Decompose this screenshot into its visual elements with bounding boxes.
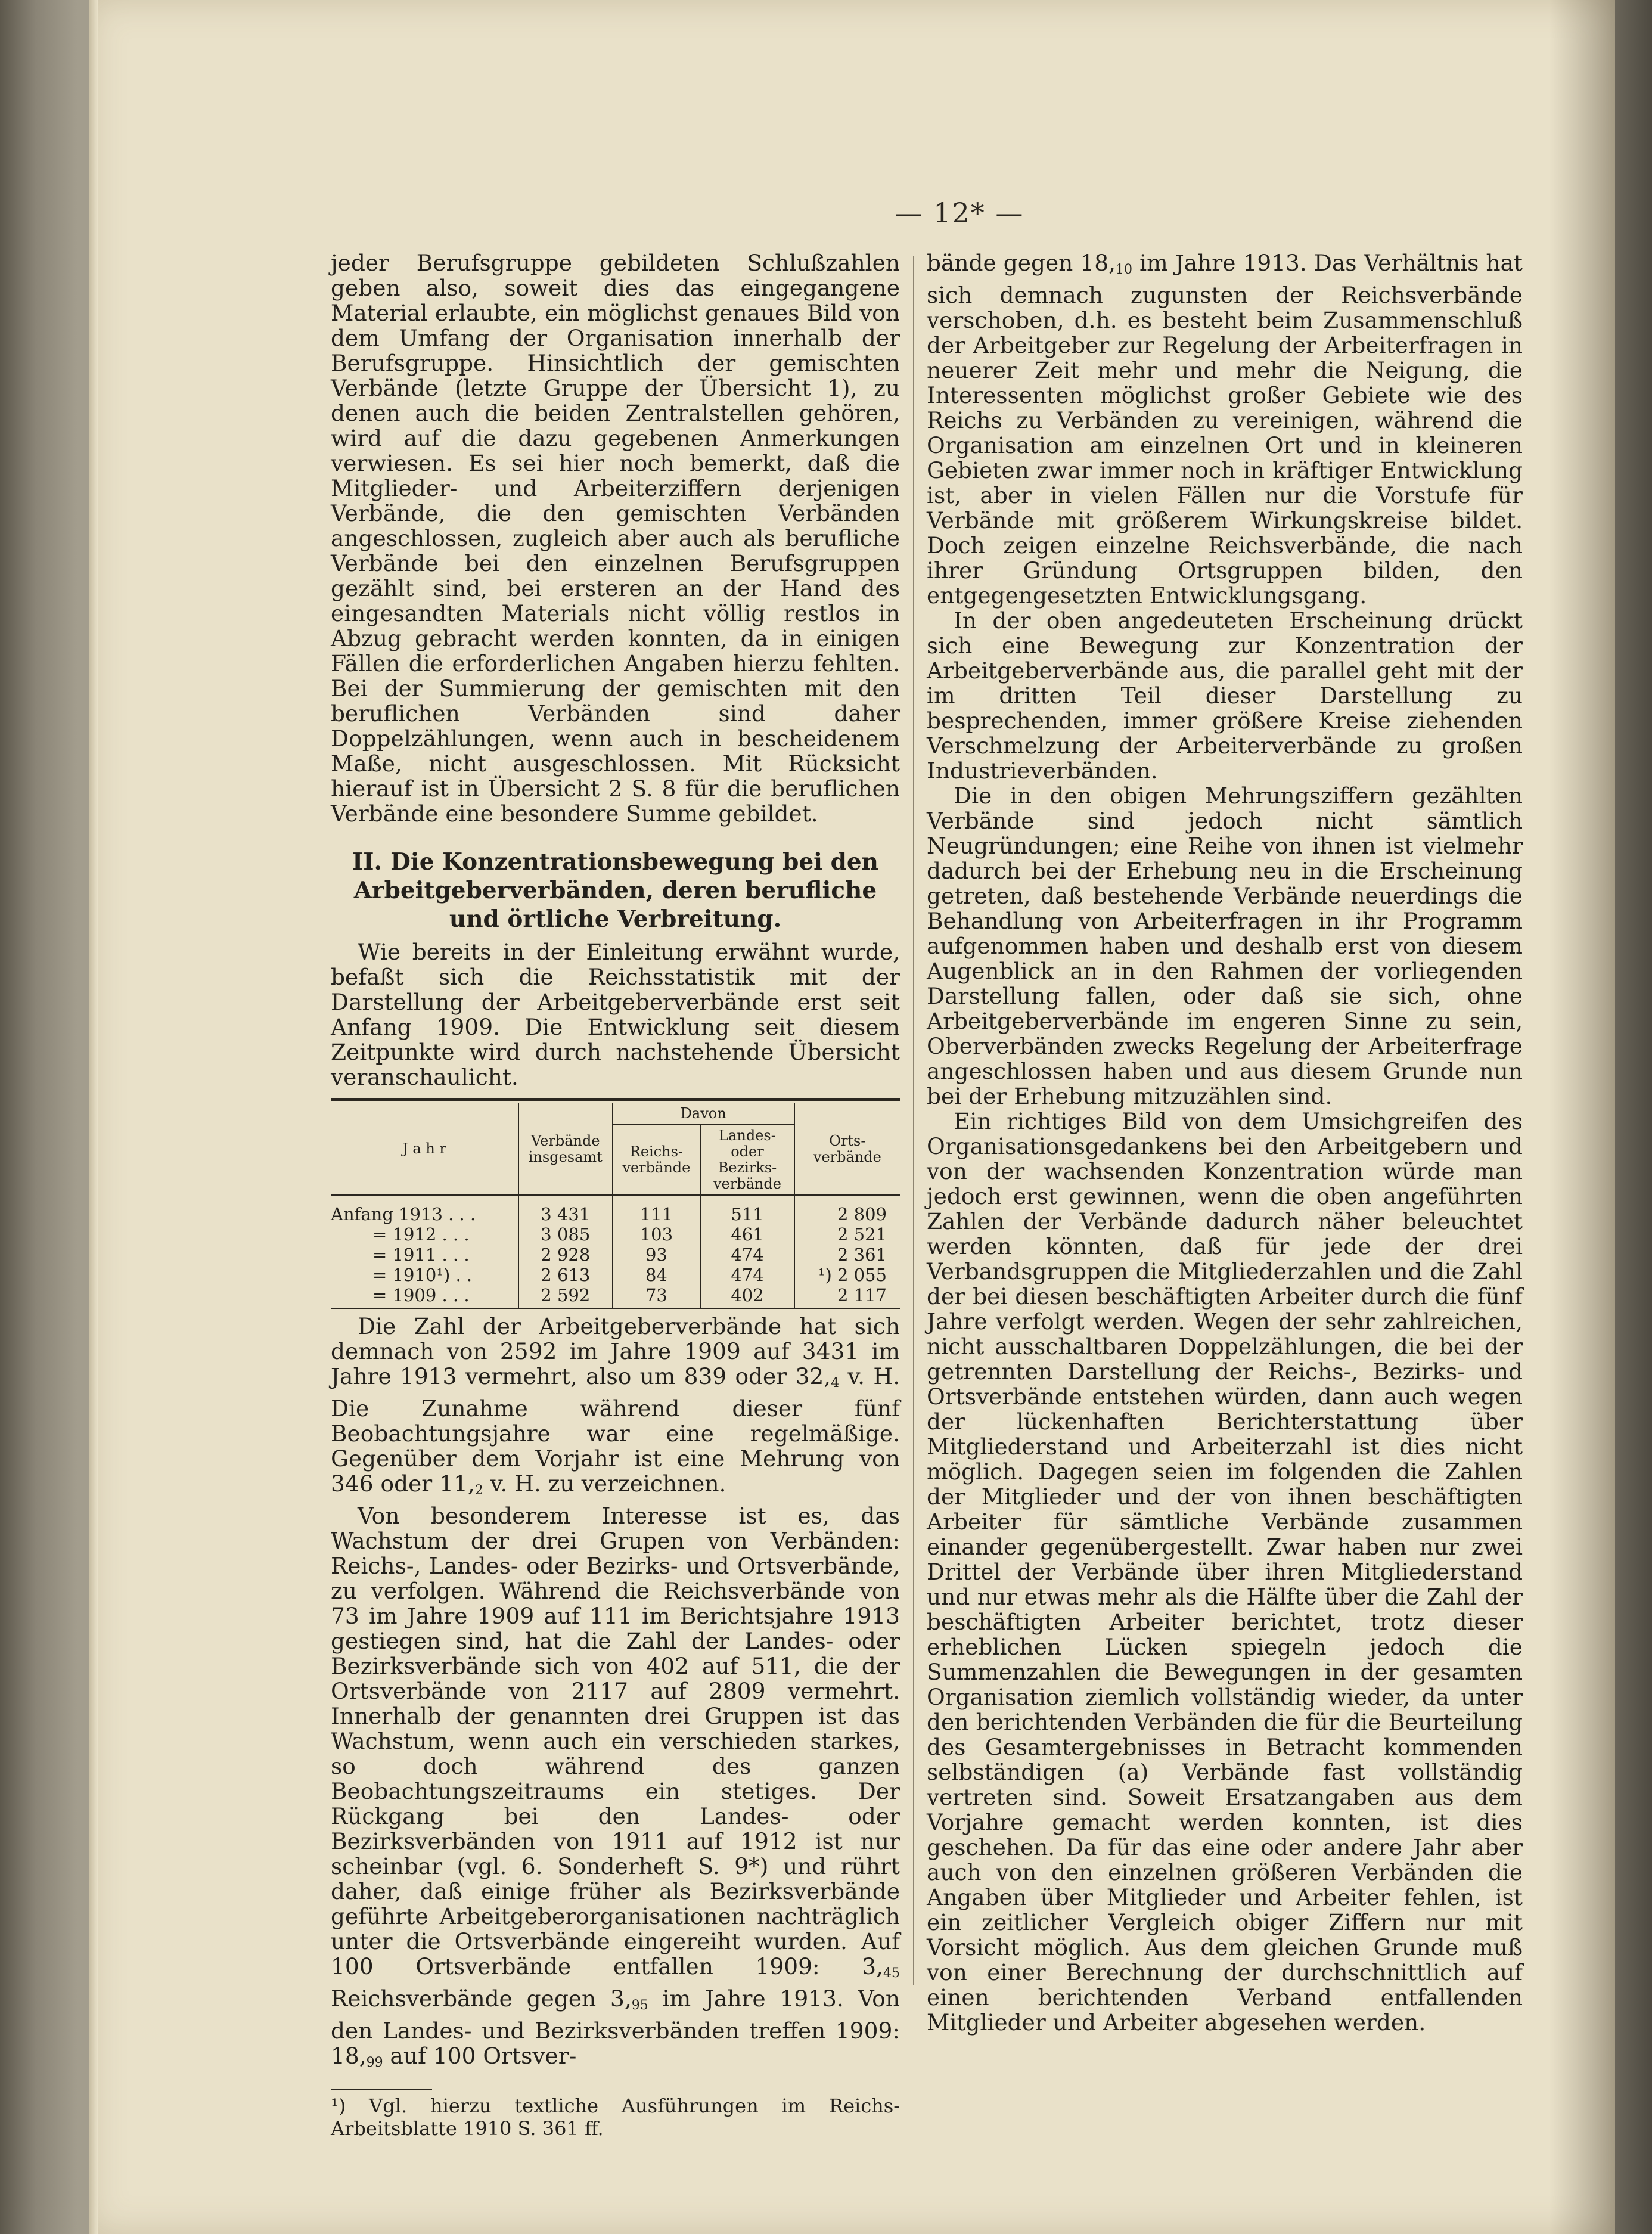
decimal-subscript: 99	[366, 2055, 383, 2070]
header-landes: Landes- oder Bezirks- verbände	[700, 1125, 794, 1195]
paragraph-zahl-arbeitgeberverbaende	[331, 1314, 900, 1503]
text-run: Die Zahl der Arbeitgeberverbände hat sich demnach von 2592 im Jahre 1909 auf 3431 im Jahre 1913 vermehrt, also um 839 oder 32,	[331, 1313, 900, 1389]
decimal-subscript: 2	[474, 1483, 483, 1498]
text-run: im Jahre 1913. Von den Landes- und Bezirksverbänden treffen 1909: 18,	[331, 1985, 900, 2069]
cell-landes: 511	[700, 1195, 794, 1224]
header-reichs: Reichs- verbände	[613, 1125, 701, 1195]
paragraph-mitglieder-summen: jeder Berufsgruppe gebildeten Schlußzahlen geben also, soweit dies das eingegangene Material erlaubte, ein möglichst genaues Bild von dem Umfang der Organisation innerhalb der Berufsgruppe. Hinsichtlich der gemischten Verbände (letzte Gruppe der Übersicht 1), zu denen auch die beiden Zentralstellen gehören, wird auf die dazu gegebenen Anmerkungen verwiesen. Es sei hier noch bemerkt, daß die Mitglieder- und Arbeiterziffern derjenigen Verbände, die den gemischten Verbänden angeschlossen, zugleich aber auch als berufliche Verbände bei den einzelnen Berufsgruppen gezählt sind, bei ersteren an der Hand des eingesandten Materials nicht völlig restlos in Abzug gebracht werden konnten, da in einigen Fällen die erforderlichen Angaben hierzu fehlten. Bei der Summierung der gemischten mit den beruflichen Verbänden sind daher Doppelzählungen, wenn auch in bescheidenem Maße, nicht ausgeschlossen. Mit Rücksicht hierauf ist in Übersicht 2 S. 8 für die beruflichen Verbände eine besondere Summe gebildet.	[331, 250, 900, 827]
cell-orts: 2 521	[794, 1224, 900, 1245]
header-insgesamt: Verbände insgesamt	[518, 1103, 613, 1195]
header-orts: Orts- verbände	[794, 1103, 900, 1195]
left-column	[331, 250, 900, 2140]
paragraph-wachstum-gruppen	[331, 1503, 900, 2075]
column-divider	[913, 256, 914, 1985]
cell-landes: 474	[700, 1265, 794, 1285]
page-number: — 12* —	[895, 197, 1024, 229]
table-row	[331, 1224, 900, 1245]
paragraph-organisationsgedanke: Ein richtiges Bild von dem Umsichgreifen des Organisationsgedankens bei den Arbeitgebern und von der wachsenden Konzentration würde man jedoch erst gewinnen, wenn die oben angeführten Zahlen der Verbände dadurch näher beleuchtet werden könnten, daß für jede der drei Verbandsgruppen die Mitgliederzahlen und die Zahl der bei diesen beschäftigten Arbeiter durch die fünf Jahre verfolgt werden. Wegen der sehr zahlreichen, nicht ausschaltbaren Doppelzählungen, die bei der getrennten Darstellung der Reichs-, Bezirks- und Ortsverbände entstehen würden, dann auch wegen der lückenhaften Berichterstattung über Mitgliederstand und Arbeiterzahl ist dies nicht möglich. Dagegen seien im folgenden die Zahlen der Mitglieder und der von ihnen beschäftigten Arbeiter für sämtliche Verbände zusammen einander gegenübergestellt. Zwar haben nur zwei Drittel der Verbände über ihren Mitgliederstand und nur etwas mehr als die Hälfte über die Zahl der beschäftigten Arbeiter berichtet, trotz dieser erheblichen Lücken spiegeln jedoch die Summenzahlen die Bewegungen in der gesamten Organisation ziemlich vollständig wieder, da unter den berichtenden Verbänden die für die Beurteilung des Gesamtergebnisses in Betracht kommenden selbständigen (a) Verbände fast vollständig vertreten sind. Soweit Ersatzangaben aus dem Vorjahre gemacht werden konnten, ist dies geschehen. Da für das eine oder andere Jahr aber auch von den einzelnen größeren Verbänden die Angaben über Mitglieder und Arbeiter fehlen, ist ein zeitlicher Vergleich obiger Ziffern nur mit Vorsicht möglich. Aus dem gleichen Grunde muß von einer Berechnung der durchschnittlich auf einen berichtenden Verband entfallenden Mitglieder und Arbeiter abgesehen werden.	[927, 1108, 1523, 2036]
header-jahr: J a h r	[331, 1103, 518, 1195]
cell-orts: 2 809	[794, 1195, 900, 1224]
header-davon: Davon	[613, 1103, 794, 1125]
text-run: bände gegen 18,	[927, 250, 1116, 276]
text-run: v. H. Die Zunahme während dieser fünf Beobachtungsjahre war eine regelmäßige. Gegenüber dem Vorjahr ist eine Mehrung von 346 oder 11,	[331, 1363, 900, 1497]
table-row	[331, 1265, 900, 1285]
footnote-rule	[331, 2089, 432, 2090]
text-run: Von besonderem Interesse ist es, das Wachstum der drei Grupen von Verbänden: Reichs-, Landes- oder Bezirks- und Ortsverbände, zu verfolgen. Während die Reichsverbände von 73 im Jahre 1909 auf 111 im Berichtsjahre 1913 gestiegen sind, hat die Zahl der Landes- oder Bezirksverbände sich von 402 auf 511, die der Ortsverbände von 2117 auf 2809 vermehrt. Innerhalb der genannten drei Gruppen ist das Wachstum, wenn auch ein verschieden starkes, so doch während des ganzen Beobachtungszeitraums ein stetiges. Der Rückgang bei den Landes- oder Bezirksverbänden von 1911 auf 1912 ist nur scheinbar (vgl. 6. Sonderheft S. 9*) und rührt daher, daß einige früher als Bezirksverbände geführte Arbeitgeberorganisationen nachträglich unter die Ortsverbände eingereiht wurden. Auf 100 Ortsverbände entfallen 1909: 3,	[331, 1503, 900, 1979]
cell-year: = 1910¹) . .	[372, 1265, 473, 1285]
cell-total: 3 431	[518, 1195, 613, 1224]
cell-orts: ¹) 2 055	[794, 1265, 900, 1285]
cell-year: Anfang 1913 . . .	[331, 1204, 476, 1224]
cell-reichs: 73	[613, 1285, 701, 1308]
paragraph-verhaeltnis	[927, 250, 1523, 608]
cell-orts: 2 361	[794, 1245, 900, 1265]
page-edge	[89, 0, 98, 2234]
decimal-subscript: 10	[1116, 262, 1133, 277]
table-row	[331, 1245, 900, 1265]
cell-total: 2 928	[518, 1245, 613, 1265]
decimal-subscript: 45	[883, 1966, 900, 1981]
section-number: II.	[352, 848, 383, 876]
cell-year: = 1909 . . .	[331, 1285, 518, 1308]
section-title: Die Konzentrationsbewegung bei den Arbeitgeberverbänden, deren berufliche und örtliche Verbreitung.	[353, 848, 879, 933]
cell-reichs: 84	[613, 1265, 701, 1285]
cell-reichs: 93	[613, 1245, 701, 1265]
decimal-subscript: 4	[831, 1376, 840, 1391]
paragraph-neugruendungen: Die in den obigen Mehrungsziffern gezählten Verbände sind jedoch nicht sämtlich Neugründungen; eine Reihe von ihnen ist vielmehr dadurch bei der Erhebung neu in die Erscheinung getreten, daß bestehende Verbände neuerdings die Behandlung von Arbeiterfragen in ihr Programm aufgenommen haben und deshalb erst von diesem Augenblick an in den Rahmen der vorliegenden Darstellung fallen, oder daß sie sich, ohne Arbeitgeberverbände im engeren Sinne zu sein, Oberverbänden zwecks Regelung der Arbeiterfrage angeschlossen haben und aus diesem Grunde nun bei der Erhebung mitzuzählen sind.	[927, 783, 1523, 1109]
table-row	[331, 1285, 900, 1308]
decimal-subscript: 95	[631, 1998, 648, 2013]
paragraph-konzentration: In der oben angedeuteten Erscheinung drückt sich eine Bewegung zur Konzentration der Arbeitgeberverbände aus, die parallel geht mit der im dritten Teil dieser Darstellung zu besprechenden, immer größere Kreise ziehenden Verschmelzung der Arbeiterverbände zu großen Industrieverbänden.	[927, 607, 1523, 784]
cell-total: 2 613	[518, 1265, 613, 1285]
gutter-shadow	[1549, 0, 1615, 2234]
table-row	[331, 1195, 900, 1224]
cell-orts: 2 117	[794, 1285, 900, 1308]
cell-landes: 402	[700, 1285, 794, 1308]
cell-total: 2 592	[518, 1285, 613, 1308]
cell-total: 3 085	[518, 1224, 613, 1245]
text-run: v. H. zu verzeichnen.	[483, 1470, 726, 1497]
section-heading	[331, 848, 900, 933]
text-run: Reichsverbände gegen 3,	[331, 1985, 632, 2012]
footnote: ¹) Vgl. hierzu textliche Ausführungen im Reichs-Arbeitsblatte 1910 S. 361 ff.	[331, 2095, 900, 2140]
cell-year: = 1912 . . .	[372, 1224, 470, 1245]
paragraph-intro: Wie bereits in der Einleitung erwähnt wurde, befaßt sich die Reichsstatistik mit der Darstellung der Arbeitgeberverbände erst seit Anfang 1909. Die Entwicklung seit diesem Zeitpunkte wird durch nachstehende Übersicht veranschaulicht.	[331, 939, 900, 1090]
right-column	[927, 250, 1523, 2035]
cell-landes: 474	[700, 1245, 794, 1265]
cell-reichs: 103	[613, 1224, 701, 1245]
verbaende-table	[331, 1098, 900, 1309]
cell-reichs: 111	[613, 1195, 701, 1224]
cell-landes: 461	[700, 1224, 794, 1245]
text-run: im Jahre 1913. Das Verhältnis hat sich demnach zugunsten der Reichsverbände verschoben, d.h. es besteht beim Zusammenschluß der Arbeitgeber zur Regelung der Arbeiterfragen in neuerer Zeit mehr und mehr die Neigung, die Interessenten möglichst großer Gebiete wie des Reichs zu Verbänden zu vereinigen, während die Organisation am einzelnen Ort und in kleineren Gebieten zwar immer noch in kräftiger Entwicklung ist, aber in vielen Fällen nur die Vorstufe für Verbände mit größerem Wirkungskreise bildet. Doch zeigen einzelne Reichsverbände, die nach ihrer Gründung Ortsgruppen bilden, den entgegengesetzten Entwicklungsgang.	[927, 250, 1523, 609]
text-run: auf 100 Ortsver-	[383, 2043, 577, 2069]
cell-year: = 1911 . . .	[372, 1245, 470, 1265]
